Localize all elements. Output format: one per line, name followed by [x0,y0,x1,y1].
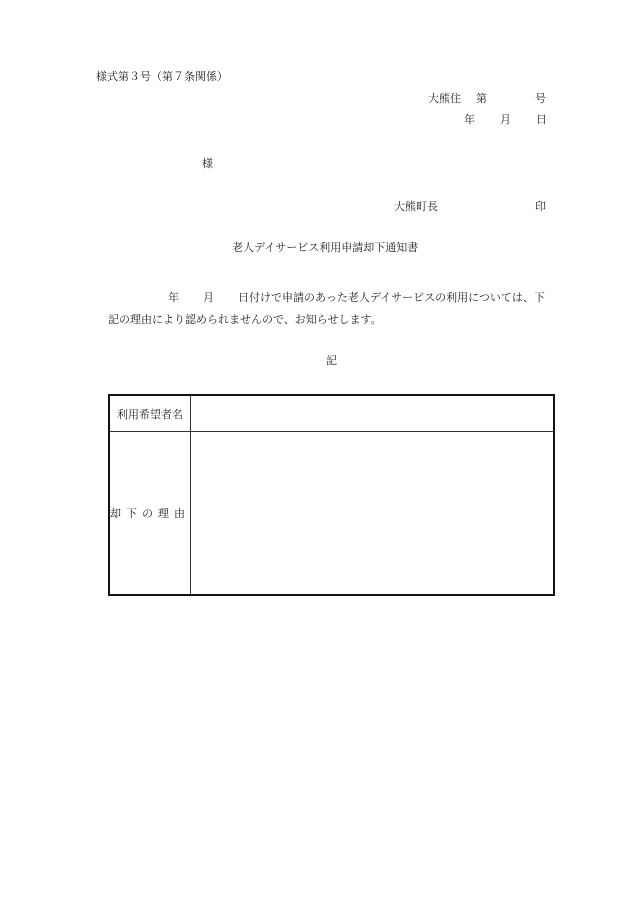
document-number-dai: 第 [476,92,487,105]
body-month: 月 [203,291,214,304]
issuer-seal: 印 [535,200,546,213]
applicant-name-field[interactable] [191,396,553,432]
addressee-sama: 様 [202,157,213,170]
date-month: 月 [500,113,511,126]
form-number: 様式第３号（第７条関係） [96,70,228,83]
document-title: 老人デイサービス利用申請却下通知書 [232,241,419,254]
ki-heading: 記 [326,354,337,367]
issuer-name: 大熊町長 [394,200,438,213]
date-year: 年 [464,113,475,126]
body-line2: 記の理由により認められませんので、お知らせします。 [108,313,382,326]
reason-table [108,394,555,596]
date-day: 日 [536,113,547,126]
document-number-go: 号 [535,92,546,105]
body-year: 年 [168,291,179,304]
applicant-label: 利用希望者名 [117,408,183,421]
document-number-prefix: 大熊住 [428,92,461,105]
body-line1: 日付けで申請のあった老人デイサービスの利用については、下 [238,291,545,304]
reason-label: 却下の理由 [110,507,190,520]
reason-field[interactable] [191,433,553,594]
